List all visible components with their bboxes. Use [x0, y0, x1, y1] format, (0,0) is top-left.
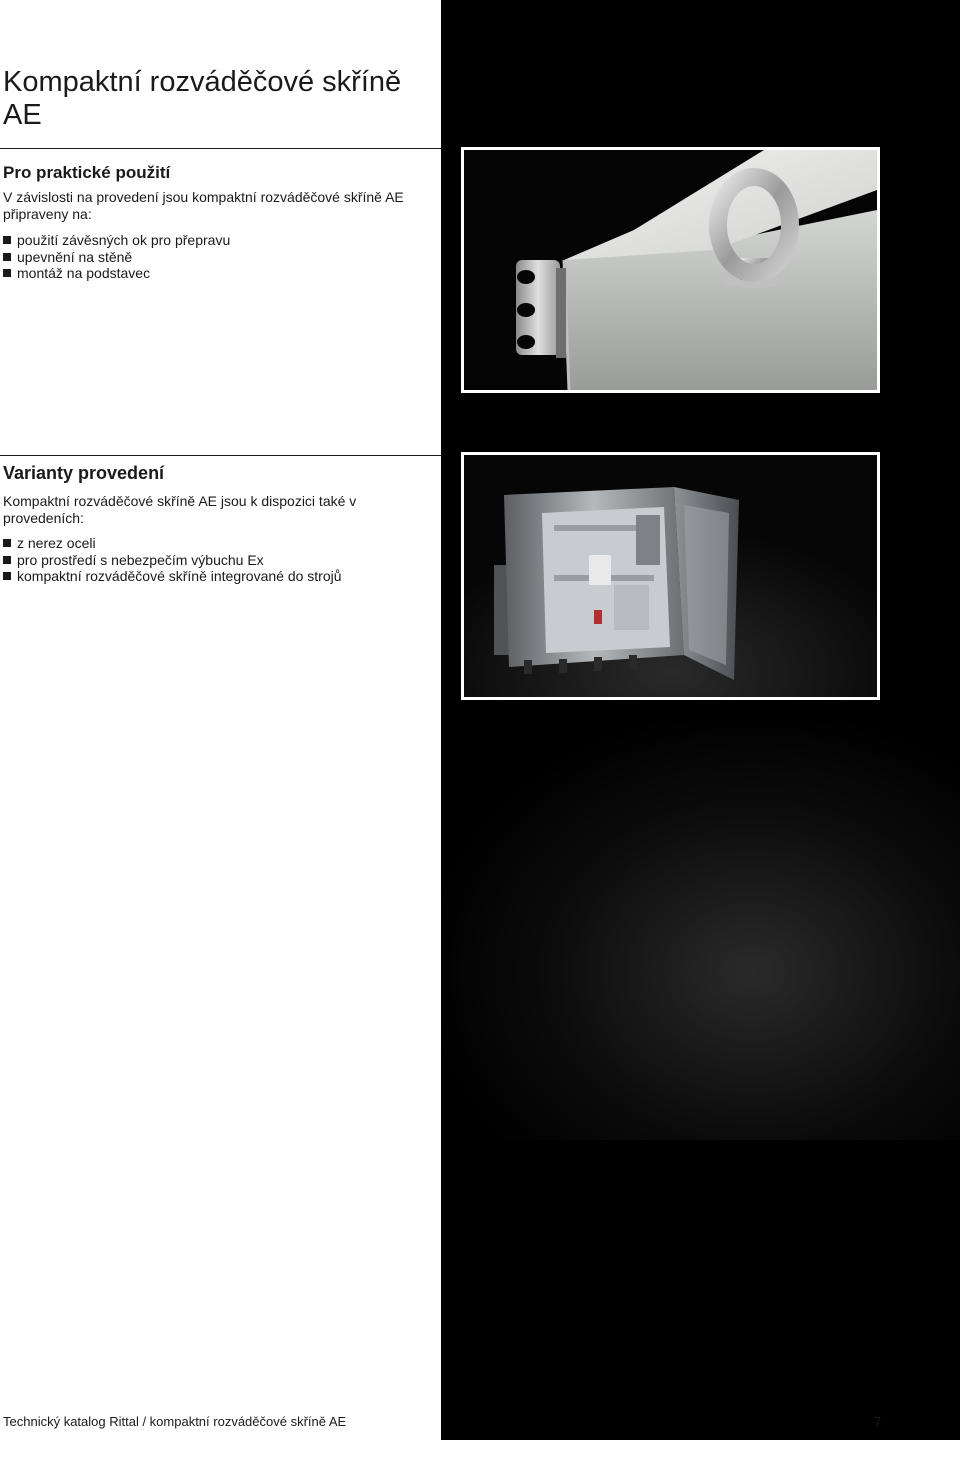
bullet-list-variants — [3, 535, 433, 585]
photo-eyebolt-wall-bracket — [461, 147, 880, 393]
footer-text: Technický katalog Rittal / kompaktní rozváděčové skříně AE — [3, 1414, 347, 1429]
list-item: montáž na podstavec — [3, 265, 433, 282]
eyebolt-enclosure-illustration — [464, 150, 877, 390]
section-heading-variants: Varianty provedení — [3, 463, 165, 483]
page-title: Kompaktní rozváděčové skříně AE — [3, 66, 402, 131]
divider-top — [0, 148, 441, 149]
list-item: použití závěsných ok pro přepravu — [3, 232, 433, 249]
divider-middle — [0, 455, 441, 456]
section-intro-practical-use: V závislosti na provedení jsou kompaktní rozváděčové skříně AE připraveny na: — [3, 189, 404, 222]
section-intro-variants: Kompaktní rozváděčové skříně AE jsou k dispozici také v provedeních: — [3, 493, 357, 526]
background-glow — [441, 720, 960, 1140]
list-item: upevnění na stěně — [3, 249, 433, 266]
stainless-enclosure-illustration — [464, 455, 877, 697]
list-item: kompaktní rozváděčové skříně integrované do strojů — [3, 568, 433, 585]
list-item: z nerez oceli — [3, 535, 433, 552]
list-item: pro prostředí s nebezpečím výbuchu Ex — [3, 552, 433, 569]
page-number: 7 — [874, 1414, 882, 1429]
photo-stainless-enclosure — [461, 452, 880, 700]
bullet-list-practical-use — [3, 232, 433, 282]
section-heading-practical-use: Pro praktické použití — [3, 163, 171, 182]
